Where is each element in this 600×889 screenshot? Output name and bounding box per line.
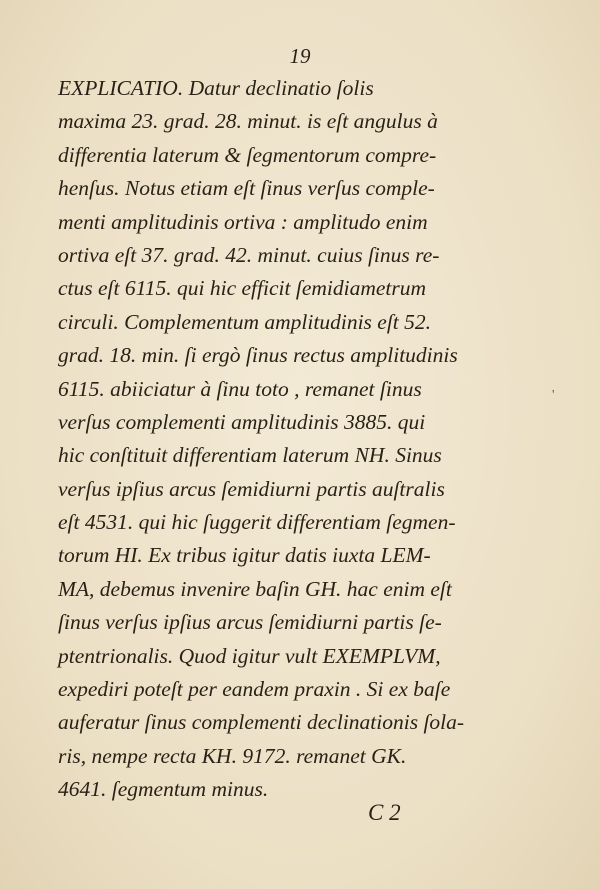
line-text: ris, nempe recta KH. 9172. remanet GK.: [58, 743, 407, 768]
text-line: [58, 373, 548, 406]
text-line: [58, 506, 548, 539]
text-line: [58, 339, 548, 372]
text-line: [58, 606, 548, 639]
text-line: [58, 706, 548, 739]
line-text: grad. 18. min. ſi ergò ſinus rectus amplitudinis: [58, 343, 458, 368]
line-text: hic conſtituit differentiam laterum NH. Sinus: [58, 443, 442, 468]
signature-mark: C 2: [368, 800, 401, 825]
line-text: maxima 23. grad. 28. minut. is eſt angulus à: [58, 109, 438, 134]
text-line: [58, 773, 548, 806]
line-text: MA, debemus invenire baſin GH. hac enim eſt: [58, 576, 452, 601]
line-text: ptentrionalis. Quod igitur vult EXEMPLVM,: [58, 643, 441, 668]
text-line: [58, 473, 548, 506]
line-text: verſus ipſius arcus ſemidiurni partis auſtralis: [58, 476, 445, 501]
text-line: [58, 206, 548, 239]
text-line: [58, 406, 548, 439]
line-text: henſus. Notus etiam eſt ſinus verſus comple-: [58, 176, 435, 201]
line-text: auferatur ſinus complementi declinationis ſola-: [58, 710, 465, 735]
text-line: [58, 439, 548, 472]
text-line: [58, 139, 548, 172]
text-line: [58, 239, 548, 272]
line-text: 6115. abiiciatur à ſinu toto , remanet ſinus: [58, 376, 422, 401]
text-line: [58, 72, 548, 105]
line-text: ortiva eſt 37. grad. 42. minut. cuius ſinus re-: [58, 242, 440, 267]
line-text: expediri poteſt per eandem praxin . Si ex baſe: [58, 677, 451, 702]
line-text: eſt 4531. qui hic ſuggerit differentiam ſegmen-: [58, 510, 456, 535]
line-text: circuli. Complementum amplitudinis eſt 52.: [58, 309, 432, 334]
text-body: [58, 72, 548, 807]
text-line: [58, 272, 548, 305]
text-line: [58, 673, 548, 706]
text-line: [58, 573, 548, 606]
text-line: [58, 172, 548, 205]
text-line: [58, 105, 548, 138]
line-text: verſus complementi amplitudinis 3885. qui: [58, 409, 426, 434]
line-text: menti amplitudinis ortiva : amplitudo enim: [58, 209, 428, 234]
text-line: [58, 539, 548, 572]
text-line: [58, 306, 548, 339]
line-text: ctus eſt 6115. qui hic efficit ſemidiametrum: [58, 276, 427, 301]
margin-mark: ': [552, 388, 555, 403]
line-text: differentia laterum & ſegmentorum compre-: [58, 142, 437, 167]
line-text: torum HI. Ex tribus igitur datis iuxta LEM-: [58, 543, 431, 568]
text-line: [58, 640, 548, 673]
line-text: ſinus verſus ipſius arcus ſemidiurni partis ſe-: [58, 610, 442, 635]
line-text: EXPLICATIO. Datur declinatio ſolis: [58, 76, 374, 100]
text-line: [58, 740, 548, 773]
line-text: 4641. ſegmentum minus.: [58, 777, 269, 802]
page-number: 19: [289, 44, 311, 68]
